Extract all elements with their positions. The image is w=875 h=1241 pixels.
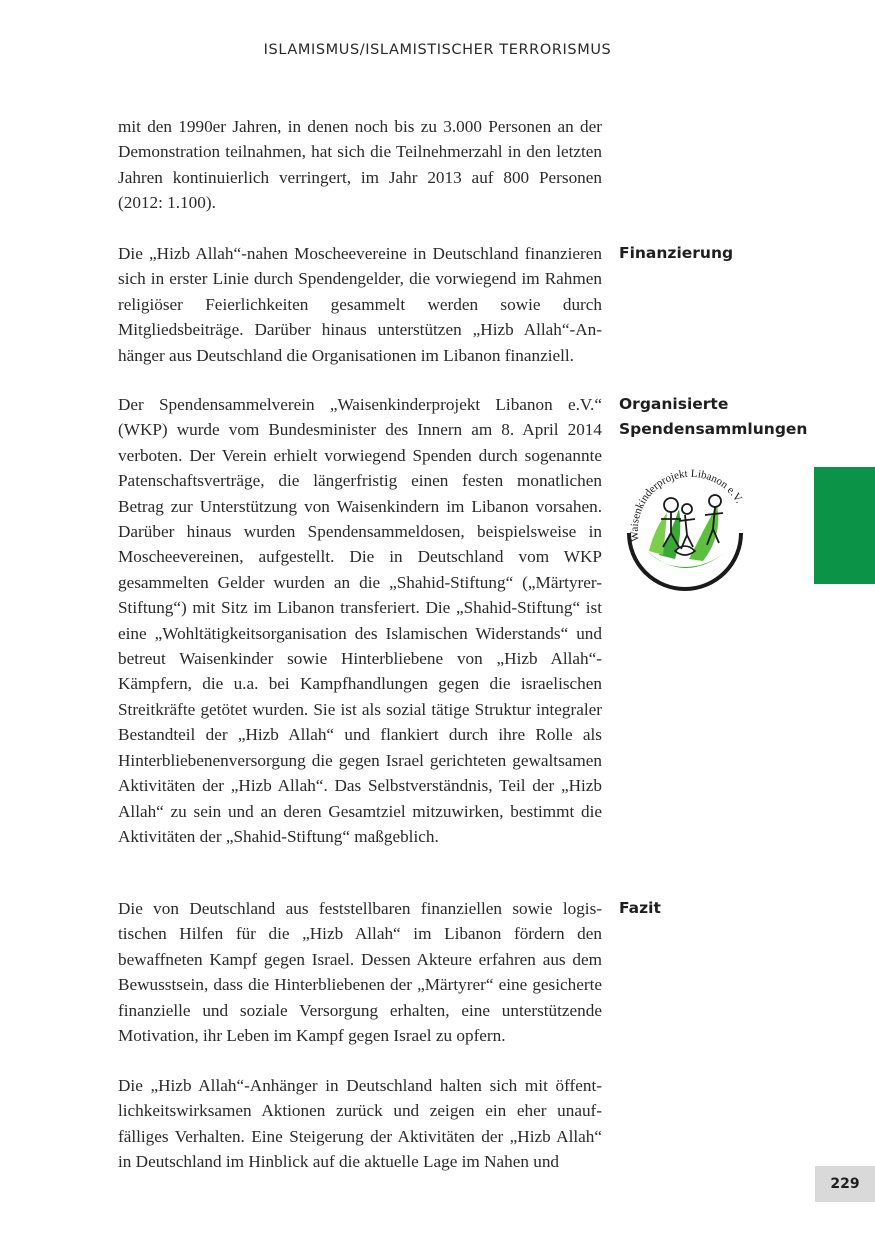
logo-arc-text: Waisenkinderprojekt Libanon e.V. xyxy=(628,467,746,543)
side-heading-finanzierung: Finanzierung xyxy=(619,244,734,262)
paragraph-finanzierung: Die „Hizb Allah“-nahen Moscheevereine in Deutschland finanzieren sich in erster Linie durch Spendengelder, die vorwiegend im Rahmen religiöser Feierlichkeiten gesammelt werden sowie durch Mitgliedsbeiträge. Darüber hinaus unterstützen „Hizb Allah“-Anhänger aus Deutschland die Organisationen im Libanon finanziell. xyxy=(118,244,602,365)
page-number: 229 xyxy=(815,1166,875,1202)
side-heading-organisierte: Organisierte xyxy=(619,395,729,413)
running-header: ISLAMISMUS/ISLAMISTISCHER TERRORISMUS xyxy=(263,42,612,58)
paragraph-closing: Die „Hizb Allah“-Anhänger in Deutschland halten sich mit öffentlichkeitswirksamen Aktionen zurück und zeigen ein eher unauffälliges Verhalten. Eine Steigerung der Aktivitäten der „Hizb Allah“ in Deutschland im Hinblick auf die aktuelle Lage im Nahen und xyxy=(118,1076,602,1172)
side-heading-fazit: Fazit xyxy=(619,899,661,917)
paragraph-intro: mit den 1990er Jahren, in denen noch bis zu 3.000 Personen an der Demonstration teilnahmen, hat sich die Teilnehmerzahl in den letzten Jahren kontinuierlich verringert, im Jahr 2013 auf 800 Personen (2012: 1.100). xyxy=(118,117,602,213)
paragraph-fazit: Die von Deutschland aus feststellbaren finanziellen sowie logistischen Hilfen für die „Hizb Allah“ im Libanon fördern den bewaffneten Kampf gegen Israel. Dessen Akteure erfahren aus dem Bewusstsein, dass die Hinterbliebenen der „Märtyrer“ eine gesicherte finanzielle und soziale Versorgung erhalten, eine unterstützende Motivation, ihr Leben im Kampf gegen Israel zu opfern. xyxy=(118,899,602,1046)
paragraph-spendensammlungen: Der Spendensammelverein „Waisenkinderprojekt Libanon e.V.“ (WKP) wurde vom Bundesminister des Innern am 8. April 2014 verboten. Der Verein erhielt vorwiegend Spenden durch sogenannte Patenschaftsverträge, die längerfristig einen festen monatlichen Betrag zur Unterstützung von Waisenkindern im Libanon vorsahen. Darüber hinaus wurden Spendensammeldosen, beispielsweise in Moscheevereinen, aufgestellt. Die in Deutschland vom WKP gesammelten Gelder wurden an die „Shahid-Stiftung“ („Märtyrer-Stiftung“) mit Sitz im Libanon transferiert. Die „Shahid-Stiftung“ ist eine „Wohltätigkeitsorganisation des Islamischen Widerstands“ und betreut Waisenkinder sowie Hinterbliebene von „Hizb Allah“-Kämpfern, die u.a. bei Kampfhandlungen gegen die israelischen Streitkräfte getötet wurden. Sie ist als sozial tätige Struktur integraler Bestandteil der „Hizb Allah“ und flankiert durch ihre Rolle als Hinterbliebenenversorgung die gegen Israel gerichteten gewaltsamen Aktivitäten der „Hizb Allah“. Das Selbstverständnis, Teil der „Hizb Allah“ zu sein und an deren Gesamtziel mitzuwirken, bestimmt die Aktivitäten der „Shahid-Stiftung“ maßgeblich. xyxy=(118,395,602,846)
chapter-tab-marker xyxy=(814,467,875,584)
wkp-logo xyxy=(619,455,755,591)
side-heading-spendensammlungen: Spendensammlungen xyxy=(619,420,808,438)
